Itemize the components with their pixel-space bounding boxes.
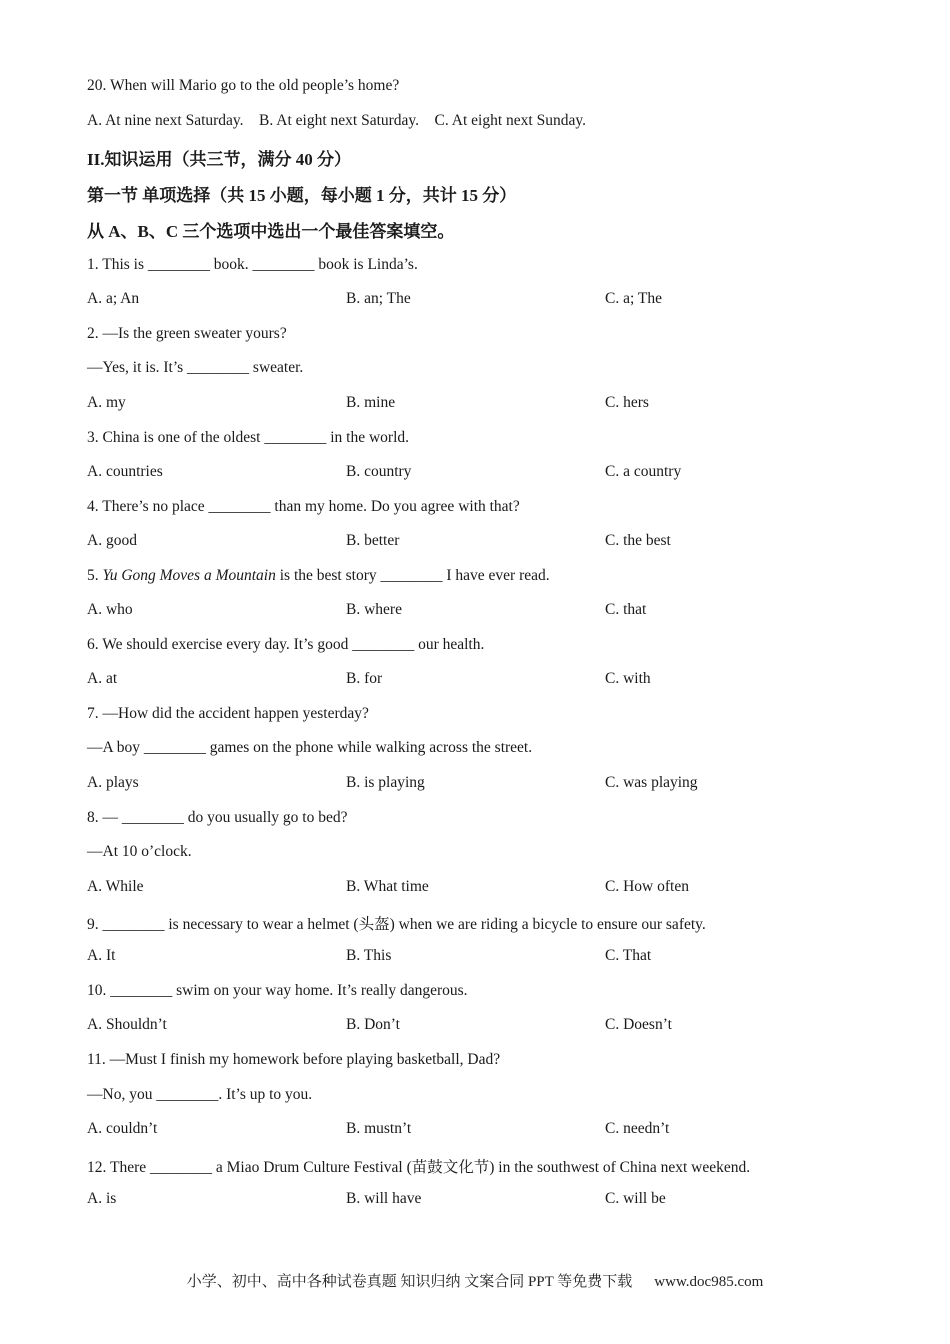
question-5-option-c: C. that	[605, 601, 647, 618]
question-12-option-a: A. is	[87, 1190, 117, 1207]
question-2-option-c: C. hers	[605, 394, 649, 411]
question-4-option-c: C. the best	[605, 532, 671, 549]
question-3-stem: 3. China is one of the oldest ________ in the world.	[87, 429, 410, 446]
question-8-stem: 8. — ________ do you usually go to bed?	[87, 809, 348, 826]
question-3-option-b: B. country	[346, 463, 412, 480]
question-5-number: 5.	[87, 567, 103, 584]
question-5-story-title: Yu Gong Moves a Mountain	[102, 567, 276, 584]
question-11-option-a: A. couldn’t	[87, 1120, 158, 1137]
instruction: 从 A、B、C 三个选项中选出一个最佳答案填空。	[87, 222, 455, 241]
question-10-stem: 10. ________ swim on your way home. It’s really dangerous.	[87, 982, 468, 999]
question-7-option-b: B. is playing	[346, 774, 425, 791]
subsection-header: 第一节 单项选择（共 15 小题，每小题 1 分，共计 15 分）	[87, 186, 517, 205]
question-5-stem	[87, 567, 550, 585]
question-11-stem-line2: —No, you ________. It’s up to you.	[87, 1086, 313, 1103]
question-11-option-c: C. needn’t	[605, 1120, 670, 1137]
question-12-stem: 12. There ________ a Miao Drum Culture Festival (苗鼓文化节) in the southwest of China next weekend.	[87, 1159, 751, 1176]
question-11-option-b: B. mustn’t	[346, 1120, 412, 1137]
question-2-option-b: B. mine	[346, 394, 396, 411]
question-4-stem: 4. There’s no place ________ than my home. Do you agree with that?	[87, 498, 520, 515]
question-10-option-b: B. Don’t	[346, 1016, 400, 1033]
footer-text: 小学、初中、高中各种试卷真题 知识归纳 文案合同 PPT 等免费下载	[186, 1274, 633, 1290]
question-10-option-a: A. Shouldn’t	[87, 1016, 167, 1033]
question-9-option-a: A. It	[87, 947, 116, 964]
question-8-option-a: A. While	[87, 878, 144, 895]
question-6-option-c: C. with	[605, 670, 651, 687]
question-8-stem-line2: —At 10 o’clock.	[87, 843, 192, 860]
question-5-option-a: A. who	[87, 601, 133, 618]
question-1-option-b: B. an; The	[346, 290, 411, 307]
question-8-option-c: C. How often	[605, 878, 689, 895]
question-6-option-a: A. at	[87, 670, 118, 687]
question-10-option-c: C. Doesn’t	[605, 1016, 672, 1033]
question-7-option-c: C. was playing	[605, 774, 698, 791]
page-footer	[0, 1270, 950, 1291]
question-3-option-c: C. a country	[605, 463, 682, 480]
question-1-option-c: C. a; The	[605, 290, 662, 307]
question-1-stem: 1. This is ________ book. ________ book is Linda’s.	[87, 256, 418, 273]
question-1-option-a: A. a; An	[87, 290, 140, 307]
question-8-option-b: B. What time	[346, 878, 429, 895]
question-20-options: A. At nine next Saturday. B. At eight next Saturday. C. At eight next Sunday.	[87, 112, 586, 129]
question-12-option-b: B. will have	[346, 1190, 422, 1207]
question-12-option-c: C. will be	[605, 1190, 666, 1207]
question-20-stem: 20. When will Mario go to the old people’s home?	[87, 77, 400, 94]
question-9-option-c: C. That	[605, 947, 652, 964]
section-header: II.知识运用（共三节，满分 40 分）	[87, 150, 351, 169]
question-7-stem: 7. —How did the accident happen yesterday?	[87, 705, 369, 722]
question-7-option-a: A. plays	[87, 774, 139, 791]
question-4-option-b: B. better	[346, 532, 400, 549]
footer-url[interactable]: www.doc985.com	[654, 1274, 764, 1290]
question-9-option-b: B. This	[346, 947, 392, 964]
question-3-option-a: A. countries	[87, 463, 163, 480]
question-2-stem-line2: —Yes, it is. It’s ________ sweater.	[87, 359, 304, 376]
question-11-stem: 11. —Must I finish my homework before playing basketball, Dad?	[87, 1051, 501, 1068]
question-6-stem: 6. We should exercise every day. It’s good ________ our health.	[87, 636, 485, 653]
question-4-option-a: A. good	[87, 532, 137, 549]
question-6-option-b: B. for	[346, 670, 383, 687]
question-2-stem: 2. —Is the green sweater yours?	[87, 325, 287, 342]
question-9-stem: 9. ________ is necessary to wear a helmet (头盔) when we are riding a bicycle to ensure our safety.	[87, 916, 706, 933]
question-5-rest: is the best story ________ I have ever read.	[275, 567, 550, 584]
question-5-option-b: B. where	[346, 601, 402, 618]
question-7-stem-line2: —A boy ________ games on the phone while walking across the street.	[87, 739, 533, 756]
question-2-option-a: A. my	[87, 394, 126, 411]
